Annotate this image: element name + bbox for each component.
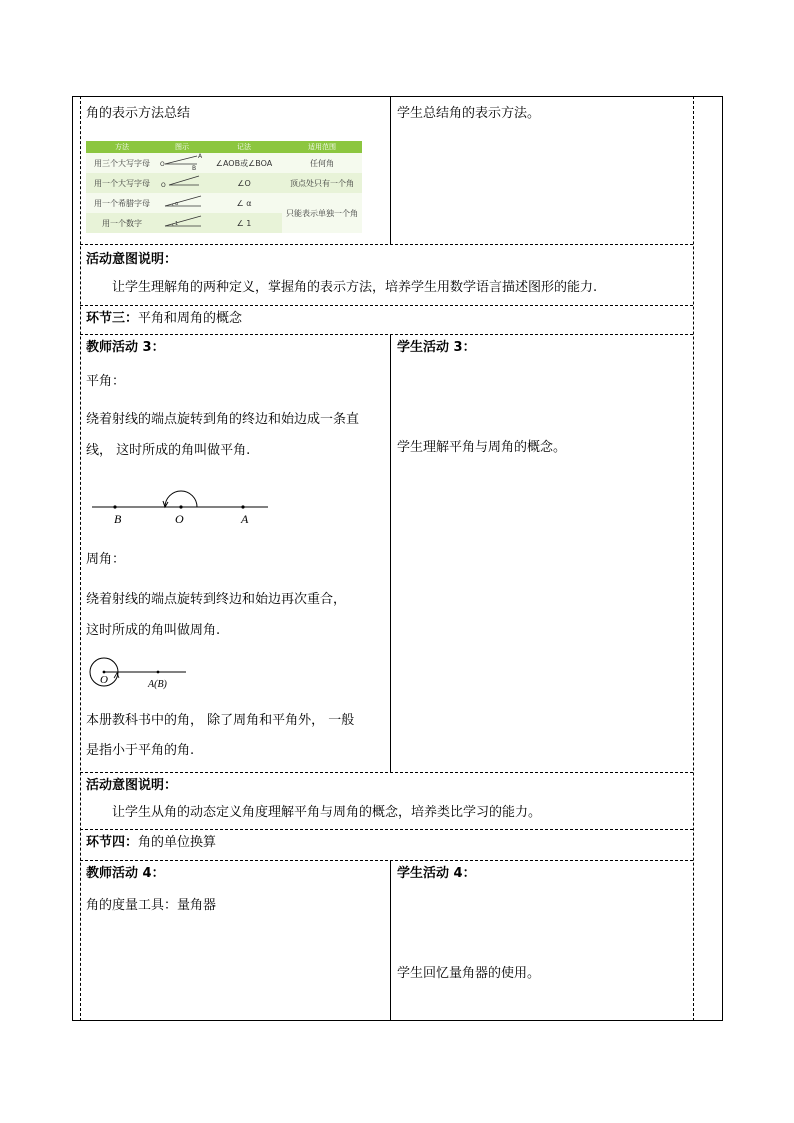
method-cell: 用一个大写字母 [86, 173, 158, 193]
label-ab: A(B) [148, 679, 167, 690]
fig-label-o: O [161, 182, 166, 189]
intent-heading: 活动意图说明： [86, 252, 178, 267]
flat-angle-definition-line2: 线， 这时所成的角叫做平角. [86, 443, 251, 458]
section-heading [86, 311, 242, 327]
angle-figure-o [159, 173, 205, 191]
intent-text: 让学生从角的动态定义角度理解平角与周角的概念，培养类比学习的能力。 [112, 805, 542, 820]
angle-figure-alpha [159, 193, 205, 211]
section-label: 环节四： [86, 835, 139, 850]
teacher-activity-heading: 教师活动 3： [86, 340, 165, 355]
fig-label-a: A [198, 153, 203, 160]
inner-left-border [80, 96, 81, 1021]
section-heading [86, 835, 216, 851]
student-summary-text: 学生总结角的表示方法。 [397, 106, 541, 121]
column-divider [390, 334, 391, 772]
figure-cell [158, 173, 206, 193]
figure-cell [158, 153, 206, 173]
header-scope: 适用范围 [282, 141, 362, 153]
row-divider [80, 829, 693, 830]
fig-label-alpha: α [175, 201, 179, 207]
column-divider [390, 96, 391, 244]
top-border [72, 96, 723, 97]
column-divider [390, 860, 391, 1021]
fig-label-o: O [160, 161, 165, 168]
table-right-border [722, 96, 723, 1021]
header-notation: 记法 [206, 141, 282, 153]
label-o: O [100, 674, 108, 686]
bottom-border [72, 1020, 723, 1021]
intent-heading: 活动意图说明： [86, 778, 178, 793]
teacher-activity-text: 角的度量工具：量角器 [86, 898, 217, 913]
intent-text: 让学生理解角的两种定义，掌握角的表示方法，培养学生用数学语言描述图形的能力. [112, 280, 598, 295]
label-a: A [241, 512, 249, 526]
notation-cell: ∠ 1 [206, 213, 282, 233]
method-cell: 用一个数字 [86, 213, 158, 233]
figure-cell [158, 213, 206, 233]
notation-cell: ∠ α [206, 193, 282, 213]
student-activity-text: 学生理解平角与周角的概念。 [397, 440, 567, 455]
fig-label-1: 1 [175, 221, 179, 227]
notation-cell: ∠AOB或∠BOA [206, 153, 282, 173]
teacher-activity-heading: 教师活动 4： [86, 866, 165, 881]
scope-cell: 任何角 [282, 153, 362, 173]
note-line1: 本册教科书中的角， 除了周角和平角外， 一般 [86, 713, 355, 728]
scope-cell: 顶点处只有一个角 [282, 173, 362, 193]
row-divider [80, 860, 693, 861]
table-left-border [72, 96, 73, 1021]
round-angle-definition-line1: 绕着射线的端点旋转到终边和始边再次重合， [86, 592, 347, 607]
note-line2: 是指小于平角的角. [86, 743, 195, 758]
flat-angle-figure [86, 482, 276, 528]
round-angle-label: 周角： [86, 552, 126, 567]
student-activity-text: 学生回忆量角器的使用。 [397, 966, 541, 981]
student-activity-heading: 学生活动 3： [397, 340, 476, 355]
angle-notation-summary-table [86, 141, 362, 233]
notation-cell: ∠O [206, 173, 282, 193]
round-angle-figure [86, 654, 196, 694]
figure-cell [158, 193, 206, 213]
row-divider [80, 334, 693, 335]
label-b: B [114, 512, 122, 526]
section-title: 平角和周角的概念 [138, 311, 243, 326]
flat-angle-definition-line1: 绕着射线的端点旋转到角的终边和始边成一条直 [86, 412, 360, 427]
round-angle-definition-line2: 这时所成的角叫做周角. [86, 623, 221, 638]
student-activity-heading: 学生活动 4： [397, 866, 476, 881]
section-label: 环节三： [86, 311, 139, 326]
flat-angle-label: 平角： [86, 374, 126, 389]
angle-figure-1 [159, 213, 205, 231]
fig-label-b: B [192, 165, 197, 171]
section-title: 角的单位换算 [138, 835, 217, 850]
method-cell: 用三个大写字母 [86, 153, 158, 173]
inner-right-border [693, 96, 694, 1021]
header-figure: 图示 [158, 141, 206, 153]
row-divider [80, 244, 693, 245]
method-cell: 用一个希腊字母 [86, 193, 158, 213]
label-o: O [175, 512, 184, 526]
summary-title: 角的表示方法总结 [86, 106, 191, 121]
angle-figure-aob [159, 153, 205, 171]
header-method: 方法 [86, 141, 158, 153]
scope-cell: 只能表示单独一个角 [282, 193, 362, 233]
row-divider [80, 772, 693, 773]
row-divider [80, 305, 693, 306]
